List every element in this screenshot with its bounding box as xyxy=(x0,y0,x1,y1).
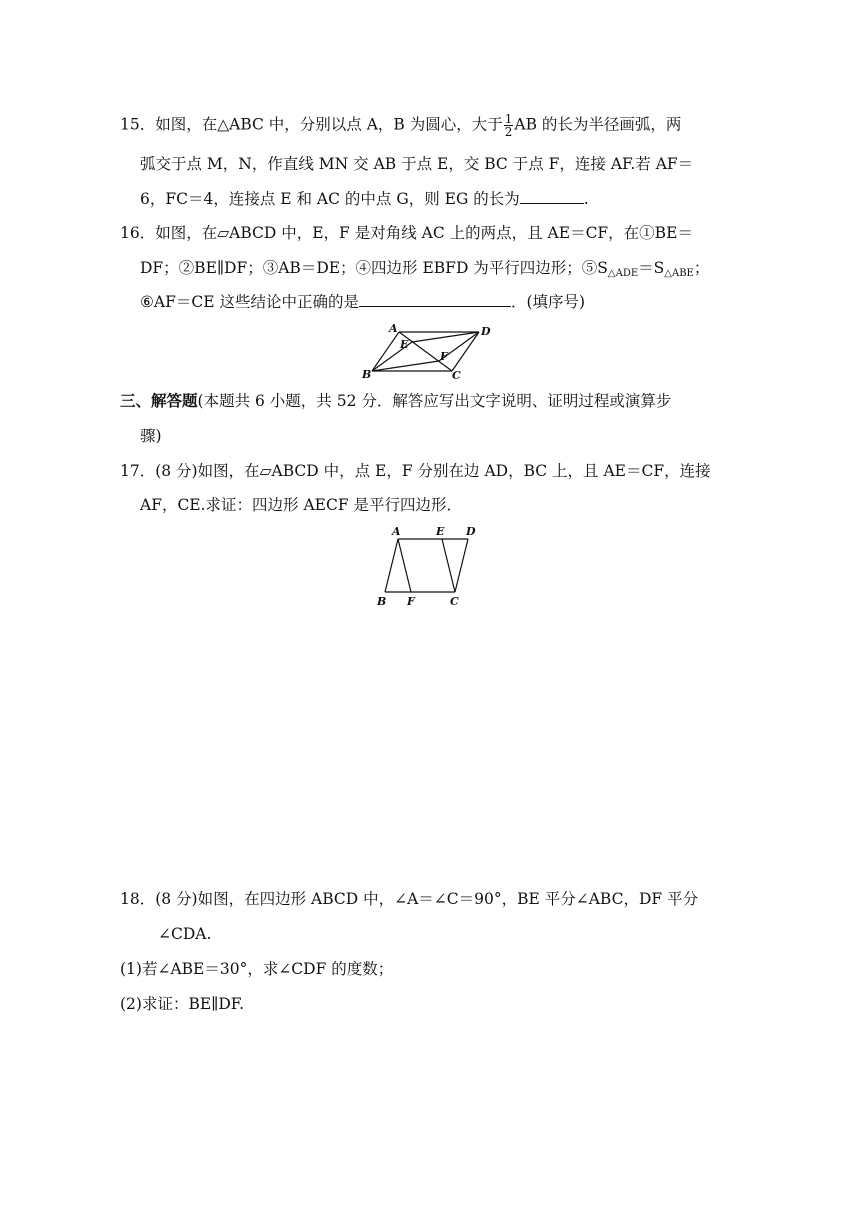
section3-desc2: 骤) xyxy=(140,427,162,445)
q15-text: AB 的长为半径画弧，两 xyxy=(514,115,682,134)
q17-parallelogram-figure xyxy=(370,522,490,612)
subscript: △ADE xyxy=(607,268,639,279)
q16-text: ．(填序号) xyxy=(510,293,586,311)
segment-ed xyxy=(412,332,479,342)
label-b: B xyxy=(377,595,387,608)
q18-line1: 18．(8 分)如图，在四边形 ABCD 中，∠A＝∠C＝90°，BE 平分∠ABC，DF 平分 xyxy=(120,890,699,908)
label-f: F xyxy=(440,350,448,363)
label-b: B xyxy=(362,368,372,381)
segment-af xyxy=(398,539,411,592)
label-e: E xyxy=(436,525,445,538)
q16-text: ＝S xyxy=(638,259,665,277)
q16-text: ⑥AF＝CE 这些结论中正确的是 xyxy=(140,293,359,311)
side-dc xyxy=(455,539,468,592)
fraction-one-half xyxy=(504,113,514,138)
label-a: A xyxy=(389,322,398,335)
label-e: E xyxy=(400,338,409,351)
side-dc xyxy=(452,332,479,371)
segment-ec xyxy=(442,539,455,592)
q16-line1: 16．如图，在▱ABCD 中，E，F 是对角线 AC 上的两点，且 AE＝CF，在①BE＝ xyxy=(120,224,693,242)
q15-line2: 弧交于点 M，N，作直线 MN 交 AB 于点 E，交 BC 于点 F，连接 AF.若 AF＝ xyxy=(140,155,694,173)
q15-text: . xyxy=(583,190,589,208)
answer-blank[interactable] xyxy=(359,292,511,307)
q15-line1 xyxy=(120,113,681,138)
segment-bf xyxy=(372,361,439,371)
section3-heading xyxy=(120,390,671,412)
q18-line2: ∠CDA. xyxy=(158,925,212,943)
q17-line2: AF，CE.求证：四边形 AECF 是平行四边形． xyxy=(140,496,463,514)
q16-text: DF；②BE∥DF；③AB＝DE；④四边形 EBFD 为平行四边形；⑤S xyxy=(140,259,608,277)
label-f: F xyxy=(407,595,415,608)
q15-line3 xyxy=(140,188,589,210)
label-d: D xyxy=(481,325,491,338)
section3-desc: (本题共 6 小题，共 52 分．解答应写出文字说明、证明过程或演算步 xyxy=(197,392,672,410)
q16-text: ； xyxy=(693,259,710,277)
q15-text: 6，FC＝4，连接点 E 和 AC 的中点 G，则 EG 的长为 xyxy=(140,190,520,208)
label-c: C xyxy=(450,595,459,608)
section3-title: 三、解答题 xyxy=(120,391,198,410)
answer-blank[interactable] xyxy=(520,189,584,204)
side-ab xyxy=(372,332,399,371)
subscript: △ABE xyxy=(664,268,694,279)
q16-parallelogram-figure xyxy=(358,320,498,382)
q18-part2: (2)求证：BE∥DF. xyxy=(120,995,245,1013)
label-a: A xyxy=(392,525,401,538)
q17-line1: 17．(8 分)如图，在▱ABCD 中，点 E，F 分别在边 AD，BC 上，且 AE＝CF，连接 xyxy=(120,462,711,480)
fraction-denominator: 2 xyxy=(504,125,513,139)
q15-text: 15．如图，在△ABC 中，分别以点 A，B 为圆心，大于 xyxy=(120,115,503,134)
label-d: D xyxy=(466,525,476,538)
q16-line2 xyxy=(140,257,709,285)
fraction-numerator: 1 xyxy=(504,112,513,126)
q16-line3 xyxy=(140,291,585,313)
side-ab xyxy=(385,539,398,592)
q18-part1: (1)若∠ABE＝30°，求∠CDF 的度数； xyxy=(120,960,394,978)
label-c: C xyxy=(452,369,461,382)
